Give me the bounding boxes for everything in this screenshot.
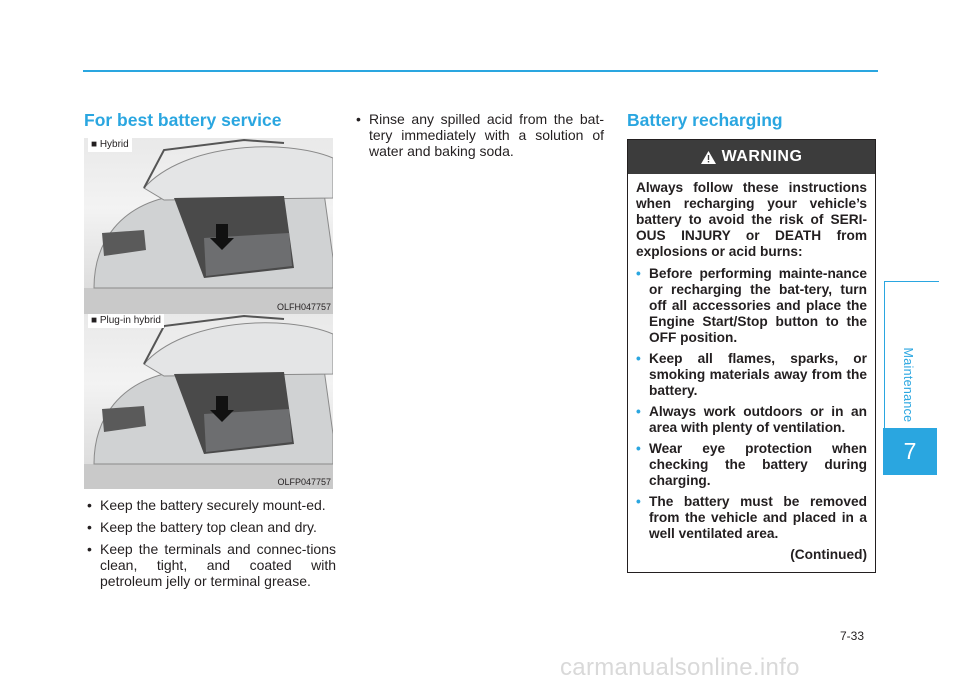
warning-item: • Before performing mainte-nance or recharging the bat-tery, turn off all accessories and place the Engine Start/Stop button to the OFF position. — [636, 266, 867, 346]
warning-item: • Wear eye protection when checking the battery during charging. — [636, 441, 867, 489]
warning-list — [636, 266, 867, 542]
warning-body — [628, 174, 875, 563]
list-item: • Keep the terminals and connec-tions clean, tight, and coated with petroleum jelly or terminal grease. — [86, 541, 336, 589]
trunk-illustration — [84, 314, 333, 489]
warning-title: WARNING — [721, 148, 803, 165]
section-label: Maintenance — [901, 347, 915, 423]
warning-box — [627, 139, 876, 573]
warning-item: • Always work outdoors or in an area with plenty of ventilation. — [636, 404, 867, 436]
figure-code: OLFH047757 — [276, 302, 331, 312]
section-heading-recharging: Battery recharging — [627, 110, 783, 130]
page-number: 7-33 — [840, 629, 865, 643]
continued-label: (Continued) — [790, 547, 867, 562]
figure-code: OLFP047757 — [277, 477, 331, 487]
figure-tag: ■ Hybrid — [88, 138, 132, 152]
list-item: • Rinse any spilled acid from the bat-tery immediately with a solution of water and baking soda. — [355, 111, 604, 159]
list-item: • Keep the battery securely mount-ed. — [86, 497, 336, 513]
warning-triangle-icon — [701, 151, 716, 164]
section-heading-battery-service: For best battery service — [84, 110, 282, 130]
figure-tag: ■ Plug-in hybrid — [88, 314, 164, 328]
figure-plugin-hybrid-trunk — [84, 314, 333, 489]
watermark: carmanualsonline.info — [560, 654, 800, 681]
warning-header — [628, 140, 875, 174]
warning-intro: Always follow these instructions when recharging your vehicle’s battery to avoid the risk of SERI-OUS INJURY or DEATH from explosions or acid burns: — [636, 180, 867, 259]
trunk-illustration — [84, 138, 333, 314]
top-rule — [83, 70, 878, 72]
warning-item: • Keep all flames, sparks, or smoking materials away from the battery. — [636, 351, 867, 399]
figure-hybrid-trunk — [84, 138, 333, 314]
acid-rinse-list — [355, 111, 604, 165]
chapter-number: 7 — [883, 428, 937, 475]
warning-item: • The battery must be removed from the vehicle and placed in a well ventilated area. — [636, 494, 867, 542]
list-item: • Keep the battery top clean and dry. — [86, 519, 336, 535]
battery-care-list — [86, 497, 336, 595]
